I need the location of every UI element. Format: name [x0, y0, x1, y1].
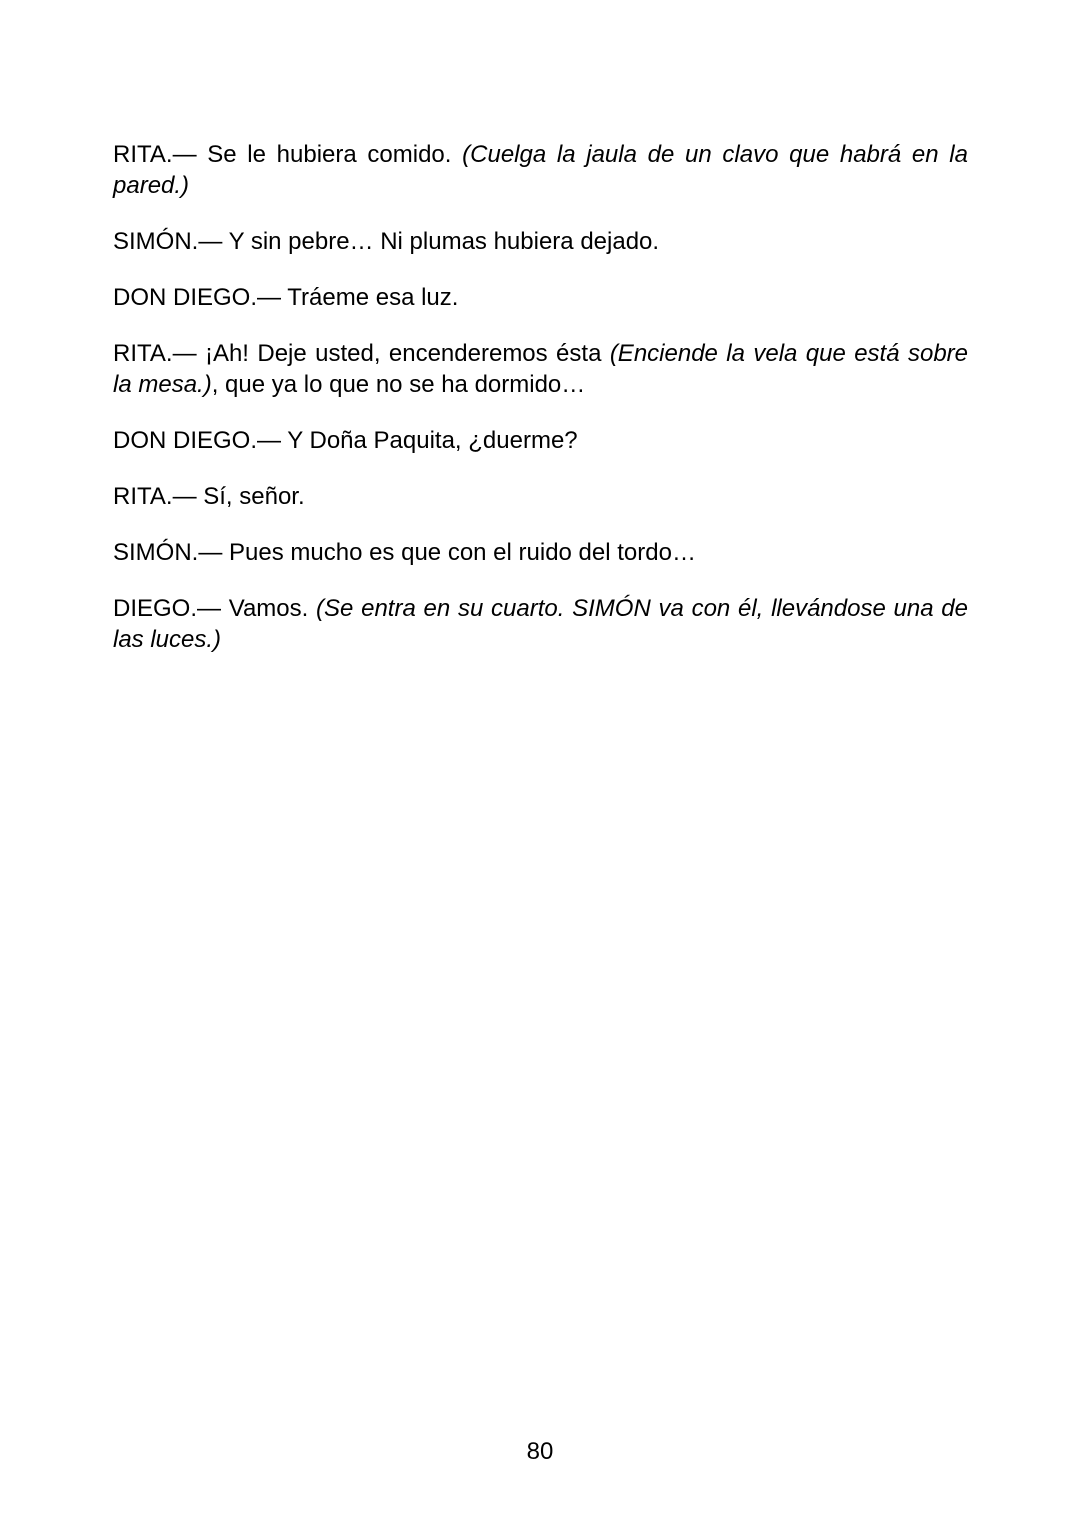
- page-number: 80: [526, 1438, 554, 1465]
- line-text: Sí, señor.: [196, 483, 305, 510]
- line-text: Se le hubiera comido.: [196, 141, 463, 168]
- speaker-name: RITA.: [113, 483, 173, 510]
- line-text: Y Doña Paquita, ¿duerme?: [281, 427, 578, 454]
- speaker-dash: —: [198, 539, 223, 566]
- dialogue-line: [113, 139, 968, 201]
- speaker-dash: —: [198, 228, 223, 255]
- line-text: Y sin pebre… Ni plumas hubiera dejado.: [222, 228, 660, 255]
- speaker-dash: —: [257, 427, 282, 454]
- stage-direction: (Cuelga la jaula de un clavo que habrá en la pared.): [113, 141, 968, 199]
- dialogue-line: [113, 338, 968, 400]
- speaker-name: DON DIEGO.: [113, 427, 258, 454]
- speaker-dash: —: [172, 483, 197, 510]
- speaker-dash: —: [172, 340, 197, 367]
- line-text: Tráeme esa luz.: [281, 284, 459, 311]
- dialogue-line: [113, 481, 968, 512]
- speaker-dash: —: [172, 141, 197, 168]
- speaker-name: DIEGO.: [113, 595, 198, 622]
- line-text: Vamos.: [221, 595, 317, 622]
- dialogue-line: [113, 282, 968, 313]
- speaker-dash: —: [197, 595, 222, 622]
- stage-direction: (Enciende la vela que está sobre la mesa.): [113, 340, 969, 398]
- dialogue-line: [113, 425, 968, 456]
- dialogue-line: [113, 226, 968, 257]
- speaker-dash: —: [257, 284, 282, 311]
- speaker-name: SIMÓN.: [113, 539, 199, 566]
- line-text: , que ya lo que no se ha dormido…: [211, 371, 586, 398]
- speaker-name: RITA.: [113, 141, 173, 168]
- line-text: Pues mucho es que con el ruido del tordo…: [222, 539, 696, 566]
- dialogue-line: [113, 537, 968, 568]
- stage-direction: (Se entra en su cuarto. SIMÓN va con él, llevándose una de las luces.): [113, 595, 969, 653]
- dialogue-body: [113, 139, 968, 680]
- line-text: ¡Ah! Deje usted, encenderemos ésta: [196, 340, 610, 367]
- dialogue-line: [113, 593, 968, 655]
- speaker-name: DON DIEGO.: [113, 284, 258, 311]
- speaker-name: SIMÓN.: [113, 228, 199, 255]
- speaker-name: RITA.: [113, 340, 173, 367]
